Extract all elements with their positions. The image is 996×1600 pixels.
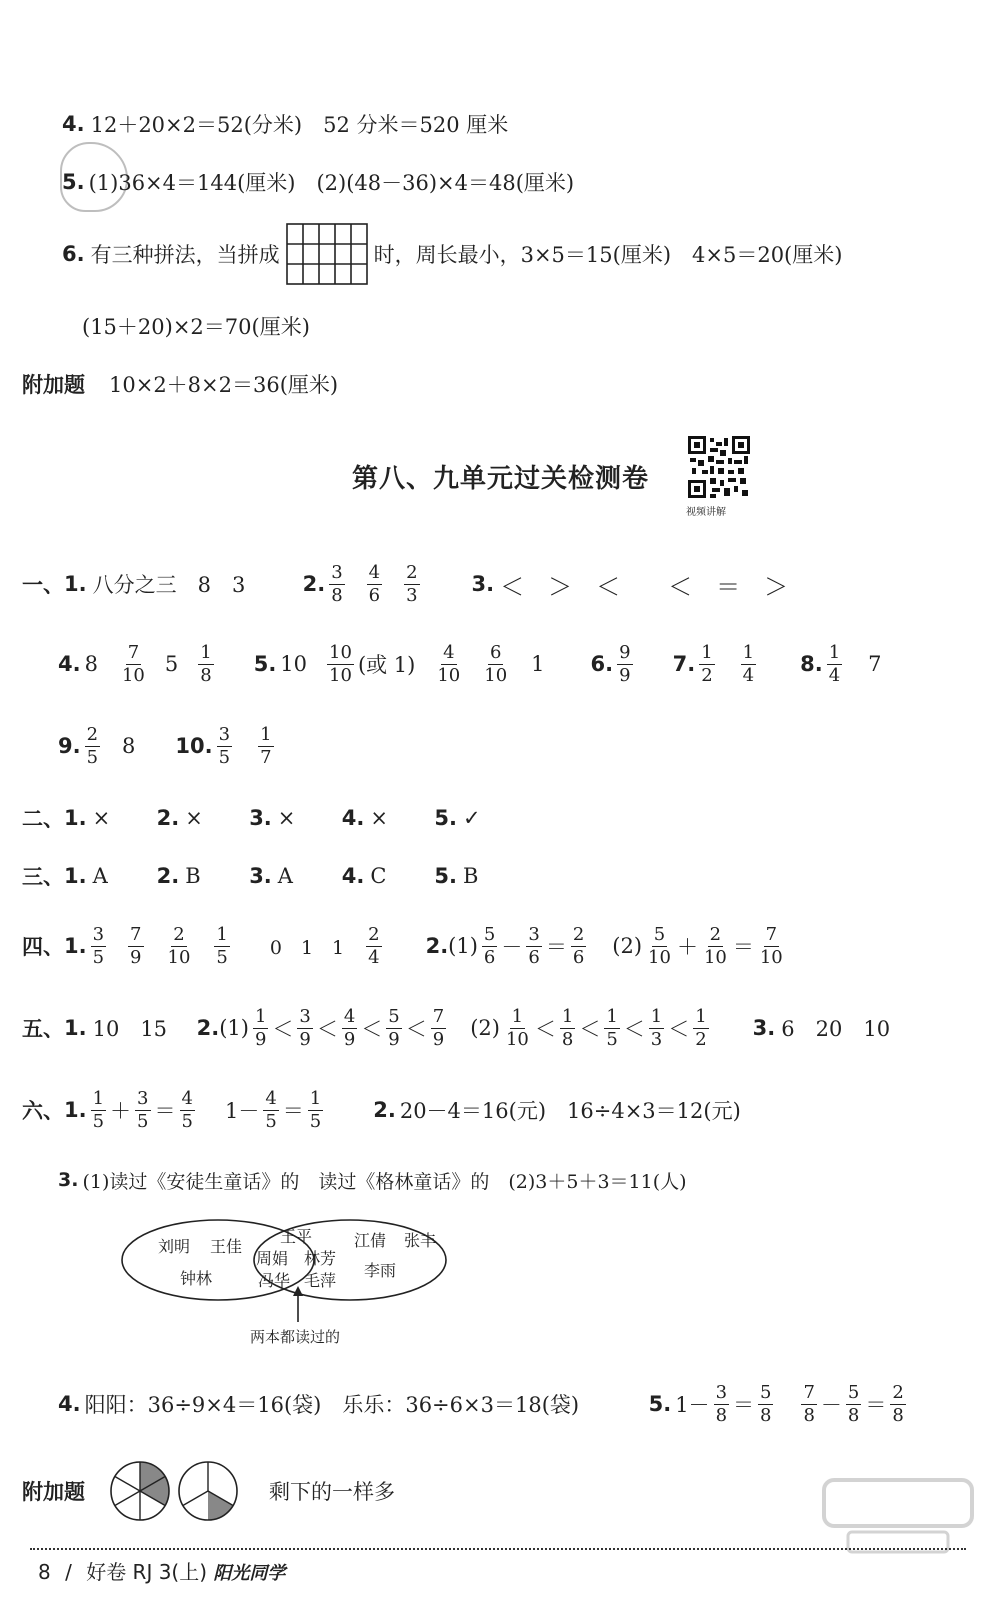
fraction: $\frac{1}{4}$ bbox=[828, 641, 841, 686]
pie-thirds-figure bbox=[177, 1460, 239, 1522]
line-top-q5 bbox=[62, 154, 574, 210]
venn-left-name-3: 钟林 bbox=[180, 1269, 213, 1288]
fraction: $\frac{3}{8}$ bbox=[331, 561, 343, 606]
q-num: 5. bbox=[253, 652, 277, 676]
book-label: 好卷 RJ 3(上) bbox=[86, 1560, 208, 1584]
pie-sixths-figure bbox=[109, 1460, 171, 1522]
watermark-logo bbox=[818, 1470, 978, 1560]
q-text: 6 20 10 bbox=[781, 1017, 891, 1041]
part6-line1: 六、 1. $\frac{1}{5}$ ＋ $\frac{3}{5}$ ＝ $\frac{4}{5}$ 1－ $\frac{4}{5}$ ＝ $\frac{1}{5}$ 2. 20－4＝16(元) 16÷4×3＝12(元) bbox=[22, 1087, 741, 1132]
q-num: 6. bbox=[590, 652, 614, 676]
fraction: $\frac{10}{10}$ bbox=[329, 641, 352, 686]
q-text: 0 1 1 bbox=[269, 936, 345, 959]
q-num: 5. bbox=[648, 1392, 672, 1416]
fraction: $\frac{6}{10}$ bbox=[484, 641, 508, 686]
part4-line: 四、 1. $\frac{3}{5}$ $\frac{7}{9}$ $\frac{2}{10}$ $\frac{1}{5}$ 0 1 1 $\frac{2}{4}$ 2. (1) $\frac{5}{6}$ － $\frac{3}{6}$ ＝ $\frac{2}{6}$ (2) $\frac{5}{10}$ ＋ $\frac{2}{10}$ ＝ $\frac{7}{10}$ bbox=[22, 923, 783, 968]
fraction: $\frac{1}{4}$ bbox=[742, 641, 755, 686]
q-value: 10 bbox=[280, 652, 308, 676]
venn-both-name-3: 林芳 bbox=[304, 1249, 337, 1268]
page-number: 8 bbox=[38, 1560, 51, 1584]
extra2-line bbox=[22, 1460, 395, 1522]
q-num: 1. bbox=[64, 1098, 87, 1122]
q-value: 5 bbox=[164, 652, 179, 676]
line-top-q6 bbox=[62, 226, 842, 282]
fraction: $\frac{1}{2}$ bbox=[701, 641, 713, 686]
qr-code-icon[interactable] bbox=[688, 436, 750, 498]
fraction: $\frac{4}{10}$ bbox=[437, 641, 461, 686]
fraction: $\frac{1}{7}$ bbox=[260, 723, 272, 768]
q-num: 1. bbox=[64, 934, 87, 958]
extra-label: 附加题 bbox=[22, 373, 85, 397]
q-text: 阳阳：36÷9×4＝16(袋) 乐乐：36÷6×3＝18(袋) bbox=[84, 1393, 580, 1417]
venn-both-name-1: 王平 bbox=[280, 1227, 313, 1246]
part2-line: 二、 1. × 2. × 3. × 4. × 5. ✓ bbox=[22, 790, 481, 846]
line-top-extra bbox=[22, 356, 338, 412]
q-text: 12＋20×2＝52(分米) 52 分米＝520 厘米 bbox=[90, 113, 509, 137]
qr-label: 视频讲解 bbox=[686, 507, 726, 518]
q-num: 2. bbox=[425, 934, 449, 958]
part-label: 一、 bbox=[22, 573, 64, 597]
q-num: 1. bbox=[64, 572, 87, 596]
section-title: 第八、九单元过关检测卷 bbox=[352, 464, 650, 494]
venn-left-name-2: 王佳 bbox=[210, 1237, 243, 1256]
q-num: 9. bbox=[58, 734, 81, 758]
q-value: 7 bbox=[868, 652, 882, 676]
q-num: 4. bbox=[58, 652, 81, 676]
q-num: 2. bbox=[373, 1098, 396, 1122]
part6-line4: 4. 阳阳：36÷9×4＝16(袋) 乐乐：36÷6×3＝18(袋) 5. 1－ $\frac{3}{8}$ ＝ $\frac{5}{8}$ $\frac{7}{8}$ － $\frac{5}{8}$ ＝ $\frac{2}{8}$ bbox=[58, 1381, 904, 1426]
part-label: 六、 bbox=[22, 1099, 64, 1123]
part-label: 二、 bbox=[22, 807, 64, 831]
q-text: 10 15 bbox=[92, 1017, 168, 1041]
part1-line1 bbox=[22, 556, 788, 612]
venn-diagram bbox=[118, 1210, 458, 1350]
extra-text: 剩下的一样多 bbox=[269, 1480, 395, 1504]
venn-left-name-1: 刘明 bbox=[158, 1237, 191, 1256]
q-value: 1 bbox=[531, 652, 545, 676]
part1-line3 bbox=[58, 718, 278, 774]
fraction: $\frac{3}{5}$ bbox=[218, 723, 231, 768]
venn-both-name-5: 毛萍 bbox=[304, 1271, 337, 1290]
q-text: (或 1) bbox=[357, 653, 416, 677]
fraction: $\frac{9}{9}$ bbox=[619, 641, 631, 686]
fraction: $\frac{4}{6}$ bbox=[368, 561, 381, 606]
venn-right-name-3: 李雨 bbox=[364, 1261, 397, 1280]
q-value: 8 bbox=[122, 734, 136, 758]
fraction: $\frac{2}{3}$ bbox=[406, 561, 418, 606]
q-text: 20－4＝16(元) 16÷4×3＝12(元) bbox=[399, 1099, 741, 1123]
q-num: 3. bbox=[58, 1169, 79, 1191]
part1-line2 bbox=[58, 636, 882, 692]
part5-line: 五、 1. 10 15 2. (1) $\frac{1}{9}$ ＜ $\frac{3}{9}$ ＜ $\frac{4}{9}$ ＜ $\frac{5}{9}$ ＜ $\frac{7}{9}$ (2) $\frac{1}{10}$ ＜ $\frac{1}{8}$ ＜ $\frac{1}{5}$ ＜ $\frac{1}{3}$ ＜ $\frac{1}{2}$ 3. 6 20 10 bbox=[22, 1005, 891, 1050]
q-num: 2. bbox=[196, 1016, 220, 1040]
q-num: 7. bbox=[672, 652, 696, 676]
q-num: 3. bbox=[752, 1016, 776, 1040]
q-text: (1)36×4＝144(厘米) (2)(48－36)×4＝48(厘米) bbox=[88, 171, 575, 195]
extra-label: 附加题 bbox=[22, 1480, 85, 1504]
venn-caption: 两本都读过的 bbox=[250, 1328, 341, 1346]
venn-both-name-4: 冯华 bbox=[258, 1271, 291, 1290]
q-text: (1)读过《安徒生童话》的 读过《格林童话》的 (2)3＋5＋3＝11(人) bbox=[82, 1170, 687, 1193]
extra-text: 10×2＋8×2＝36(厘米) bbox=[109, 373, 339, 397]
venn-both-name-2: 周娟 bbox=[256, 1249, 289, 1268]
q-num: 2. bbox=[302, 572, 326, 596]
q-num: 4. bbox=[58, 1392, 81, 1416]
part-label: 五、 bbox=[22, 1017, 64, 1041]
fraction: $\frac{7}{10}$ bbox=[121, 641, 145, 686]
q-text-c: (15＋20)×2＝70(厘米) bbox=[82, 315, 310, 339]
fraction: $\frac{2}{5}$ bbox=[86, 723, 99, 768]
part-label: 三、 bbox=[22, 865, 64, 889]
q-num: 1. bbox=[64, 1016, 87, 1040]
part-label: 四、 bbox=[22, 935, 64, 959]
q-text-b: 时，周长最小，3×5＝15(厘米) 4×5＝20(厘米) bbox=[373, 243, 843, 267]
part3-line: 三、 1. A 2. B 3. A 4. C 5. B bbox=[22, 848, 478, 904]
q-value: 8 bbox=[84, 652, 98, 676]
line-top-q6-cont bbox=[82, 298, 310, 354]
venn-right-name-2: 张丰 bbox=[404, 1231, 437, 1250]
venn-right-name-1: 江倩 bbox=[354, 1231, 387, 1250]
line-top-q4 bbox=[62, 96, 508, 152]
q-num: 6. bbox=[62, 242, 85, 266]
footer-rule bbox=[30, 1548, 966, 1550]
page-footer: 8 / 好卷 RJ 3(上) 阳光同学 bbox=[38, 1560, 286, 1584]
grid-figure bbox=[286, 223, 368, 285]
part6-line3 bbox=[58, 1152, 687, 1208]
q-num: 4. bbox=[62, 112, 85, 136]
q-text-a: 有三种拼法，当拼成 bbox=[90, 243, 280, 267]
q-text: 八分之三 8 3 bbox=[92, 573, 246, 597]
q-num: 3. bbox=[471, 572, 495, 596]
q-num: 5. bbox=[62, 170, 85, 194]
fraction: $\frac{1}{8}$ bbox=[200, 641, 212, 686]
brand-logo: 阳光同学 bbox=[213, 1563, 286, 1584]
q-num: 10. bbox=[175, 734, 213, 758]
q-num: 8. bbox=[800, 652, 823, 676]
q-text: ＜ ＞ ＜ ＜ ＝ ＞ bbox=[500, 572, 789, 601]
